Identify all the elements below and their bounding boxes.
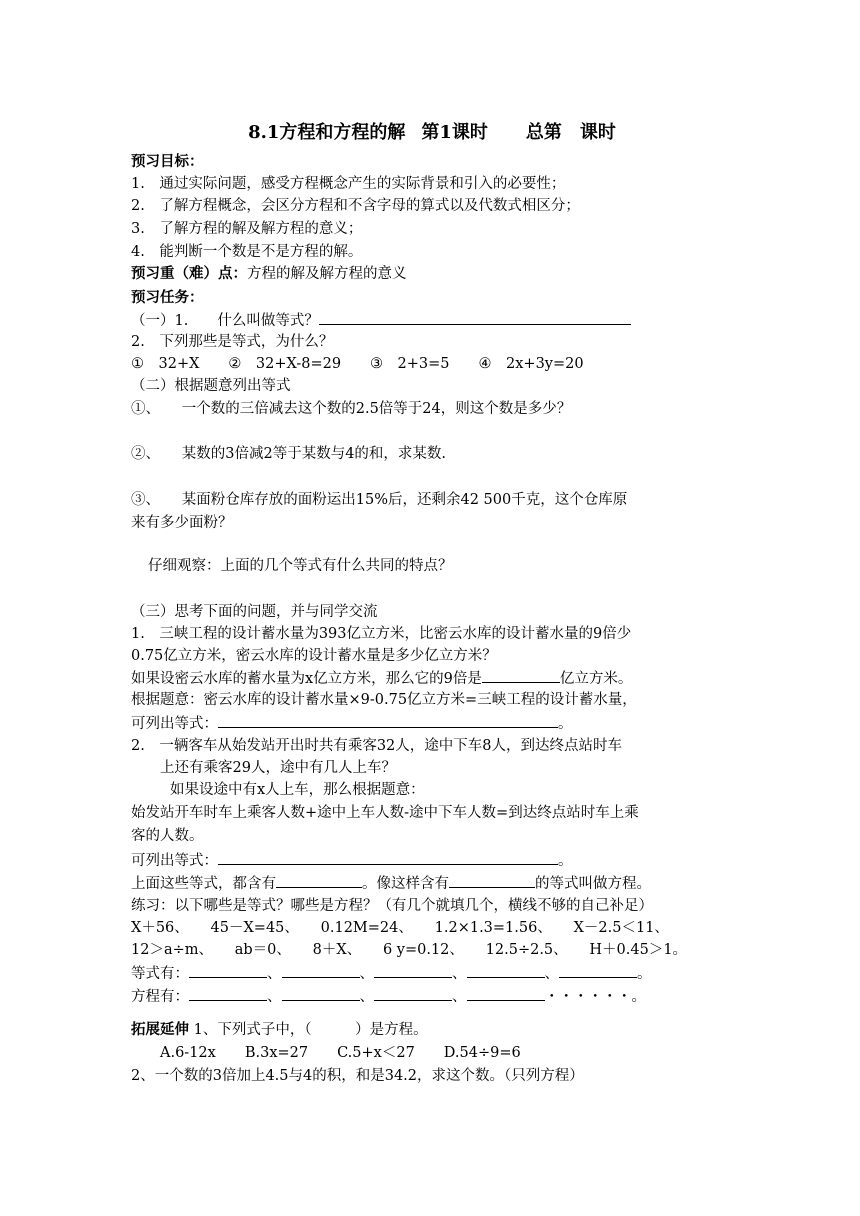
separator: 、 — [267, 966, 282, 982]
part2-q2: ②、 某数的3倍减2等于某数与4的和，求某数. — [131, 446, 447, 462]
part3-q2-line6-tail: 。 — [558, 853, 573, 869]
line-tail: 。 — [637, 966, 652, 982]
practice-instructions: 练习：以下哪些是等式？哪些是方程？（有几个就填几个，横线不够的自己补足） — [131, 898, 653, 914]
goal-item-4: 4. 能判断一个数是不是方程的解。 — [131, 244, 363, 260]
key-heading: 预习重（难）点： — [131, 265, 247, 282]
separator: 、 — [452, 966, 467, 982]
answer-blank[interactable] — [482, 668, 560, 683]
equalities-answer-line — [131, 963, 652, 984]
extension-heading: 拓展延伸 — [131, 1021, 189, 1038]
goal-item-2: 2. 了解方程概念，会区分方程和不含字母的算式以及代数式相区分； — [131, 198, 580, 214]
definition-text-2: 。像这样含有 — [362, 876, 449, 892]
part1-options: ① 32+X ② 32+X-8=29 ③ 2+3=5 ④ 2x+3y=20 — [131, 356, 584, 372]
definition-text-1: 上面这些等式，都含有 — [131, 876, 276, 892]
answer-blank[interactable] — [218, 850, 558, 865]
part3-q1-line3 — [131, 668, 632, 689]
answer-blank[interactable] — [467, 986, 545, 1001]
separator: 、 — [359, 989, 374, 1005]
part3-q2-line6 — [131, 850, 573, 871]
part1-q2: 2. 下列那些是等式，为什么？ — [131, 334, 334, 350]
answer-blank[interactable] — [189, 963, 267, 978]
answer-blank[interactable] — [319, 310, 631, 325]
answer-blank[interactable] — [449, 873, 535, 888]
key-points — [131, 264, 407, 284]
part1-q1-text: （一）1. 什么叫做等式？ — [131, 313, 319, 329]
answer-blank[interactable] — [218, 713, 558, 728]
answer-blank[interactable] — [467, 963, 545, 978]
key-text: 方程的解及解方程的意义 — [247, 266, 407, 282]
goal-item-3: 3. 了解方程的解及解方程的意义； — [131, 221, 363, 237]
practice-expressions-2: 12＞a÷m、 ab＝0、 8＋X、 6 y=0.12、 12.5÷2.5、 H＋0.45＞1。 — [131, 942, 688, 958]
part2-q3-line1: ③、 某面粉仓库存放的面粉运出15%后，还剩余42 500千克，这个仓库原 — [131, 492, 628, 508]
page-title — [0, 118, 860, 144]
tasks-heading: 预习任务： — [131, 289, 204, 306]
separator: 、 — [359, 966, 374, 982]
part3-q1-line2: 0.75亿立方米，密云水库的设计蓄水量是多少亿立方米？ — [131, 648, 497, 664]
part2-q1: ①、 一个数的三倍减去这个数的2.5倍等于24，则这个数是多少？ — [131, 401, 572, 417]
equations-label: 方程有： — [131, 989, 189, 1005]
title-main: 8.1方程和方程的解 — [248, 122, 406, 143]
separator: 、 — [452, 989, 467, 1005]
part3-q1-line5-text: 可列出等式： — [131, 716, 218, 732]
title-total: 总第 课时 — [525, 122, 616, 143]
part2-heading: （二）根据题意列出等式 — [131, 378, 291, 394]
answer-blank[interactable] — [189, 986, 267, 1001]
part3-heading: （三）思考下面的问题，并与同学交流 — [131, 604, 378, 620]
part3-q1-line5-tail: 。 — [558, 716, 573, 732]
extension-q2: 2、一个数的3倍加上4.5与4的积，和是34.2，求这个数。（只列方程） — [131, 1068, 584, 1084]
definition-line — [131, 873, 651, 894]
part3-q2-line1: 2. 一辆客车从始发站开出时共有乘客32人，途中下车8人，到达终点站时车 — [131, 738, 623, 754]
definition-text-3: 的等式叫做方程。 — [535, 876, 651, 892]
part3-q2-line5: 客的人数。 — [131, 828, 204, 844]
separator: 、 — [267, 989, 282, 1005]
line-tail: ・・・・・・。 — [544, 989, 646, 1005]
extension-q1 — [131, 1020, 428, 1040]
part3-q2-line2: 上还有乘客29人，途中有几人上车？ — [160, 760, 396, 776]
part3-q1-line5 — [131, 713, 573, 734]
part3-q1-line3-tail: 亿立方米。 — [559, 671, 633, 687]
goal-item-1: 1. 通过实际问题，感受方程概念产生的实际背景和引入的必要性； — [131, 176, 566, 192]
part3-q2-line4: 始发站开车时车上乘客人数+途中上车人数-途中下车人数=到达终点站时车上乘 — [131, 805, 639, 821]
part3-q1-line1: 1. 三峡工程的设计蓄水量为393亿立方米，比密云水库的设计蓄水量的9倍少 — [131, 626, 632, 642]
equations-answer-line — [131, 986, 646, 1007]
answer-blank[interactable] — [559, 963, 637, 978]
extension-q1-options: A.6-12x B.3x=27 C.5+x＜27 D.54÷9=6 — [160, 1045, 521, 1061]
part3-q2-line3: 如果设途中有x人上车，那么根据题意： — [170, 782, 425, 798]
extension-q1-text: 1、下列式子中，（ ）是方程。 — [193, 1022, 428, 1038]
part3-q1-line4: 根据题意：密云水库的设计蓄水量×9-0.75亿立方米=三峡工程的设计蓄水量， — [131, 692, 637, 708]
goals-heading: 预习目标： — [131, 153, 204, 170]
separator: 、 — [544, 966, 559, 982]
observe-prompt: 仔细观察：上面的几个等式有什么共同的特点？ — [148, 558, 453, 574]
answer-blank[interactable] — [374, 963, 452, 978]
answer-blank[interactable] — [374, 986, 452, 1001]
answer-blank[interactable] — [276, 873, 362, 888]
part2-q3-line2: 来有多少面粉？ — [131, 515, 233, 531]
practice-expressions-1: X＋56、 45－X=45、 0.12M=24、 1.2×1.3=1.56、 X－2.5＜11、 — [131, 920, 669, 936]
part3-q1-line3-text: 如果设密云水库的蓄水量为x亿立方米，那么它的9倍是 — [131, 671, 482, 687]
title-lesson: 第1课时 — [421, 122, 488, 143]
answer-blank[interactable] — [282, 963, 360, 978]
answer-blank[interactable] — [282, 986, 360, 1001]
equalities-label: 等式有： — [131, 966, 189, 982]
part3-q2-line6-text: 可列出等式： — [131, 853, 218, 869]
part1-q1 — [131, 310, 631, 331]
